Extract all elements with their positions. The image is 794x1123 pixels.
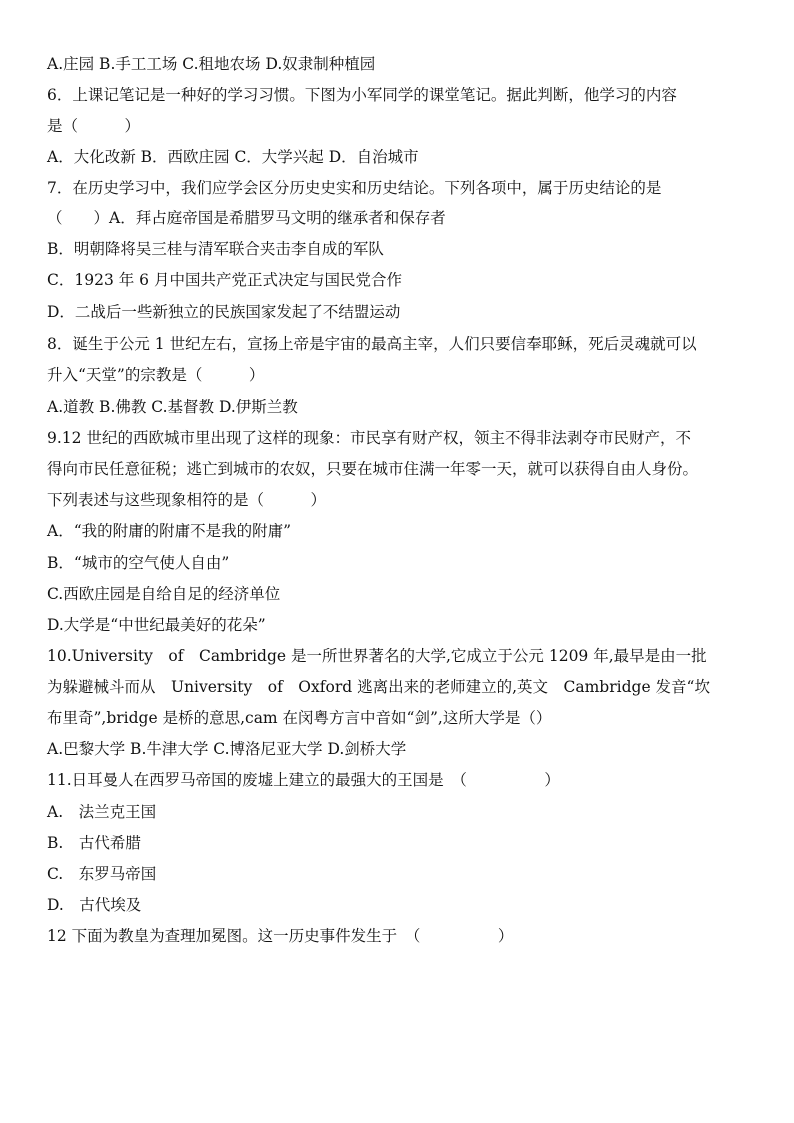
q9-stem-line2: 得向市民任意征税；逃亡到城市的农奴，只要在城市住满一年零一天，就可以获得自由人身份。 bbox=[47, 460, 699, 478]
q6-options: A．大化改新 B．西欧庄园 C．大学兴起 D．自治城市 bbox=[47, 148, 419, 166]
q5-options: A.庄园 B.手工工场 C.租地农场 D.奴隶制种植园 bbox=[47, 55, 376, 73]
q8-stem-line1: 8．诞生于公元 1 世纪左右，宣扬上帝是宇宙的最高主宰，人们只要信奉耶稣，死后灵魂就可以 bbox=[47, 335, 697, 353]
q8-stem-line2: 升入“天堂”的宗教是（ ） bbox=[47, 366, 265, 384]
q9-option-c: C.西欧庄园是自给自足的经济单位 bbox=[47, 585, 281, 603]
q7-option-b: B．明朝降将吴三桂与清军联合夹击李自成的军队 bbox=[47, 240, 384, 258]
q11-stem: 11.日耳曼人在西罗马帝国的废墟上建立的最强大的王国是 （ ） bbox=[47, 771, 560, 789]
q6-stem-line2: 是（ ） bbox=[47, 117, 141, 135]
q6-stem-line1: 6．上课记笔记是一种好的学习习惯。下图为小军同学的课堂笔记。据此判断，他学习的内容 bbox=[47, 86, 677, 104]
q7-stem-line1: 7．在历史学习中，我们应学会区分历史史实和历史结论。下列各项中，属于历史结论的是 bbox=[47, 179, 662, 197]
q9-option-d: D.大学是“中世纪最美好的花朵” bbox=[47, 616, 266, 634]
q10-stem-line2: 为躲避械斗而从 University of Oxford 逃离出来的老师建立的,英文 Cambridge 发音“坎 bbox=[47, 678, 710, 696]
q10-options: A.巴黎大学 B.牛津大学 C.博洛尼亚大学 D.剑桥大学 bbox=[47, 740, 407, 758]
q9-stem-line3: 下列表述与这些现象相符的是（ ） bbox=[47, 491, 327, 509]
q10-stem-line1: 10.University of Cambridge 是一所世界著名的大学,它成立于公元 1209 年,最早是由一批 bbox=[47, 647, 707, 665]
q11-option-d: D. 古代埃及 bbox=[47, 896, 142, 914]
q11-option-a: A. 法兰克王国 bbox=[47, 803, 157, 821]
q9-stem-line1: 9.12 世纪的西欧城市里出现了这样的现象：市民享有财产权，领主不得非法剥夺市民财产，不 bbox=[47, 429, 691, 447]
q11-option-c: C. 东罗马帝国 bbox=[47, 865, 157, 883]
q9-option-a: A．“我的附庸的附庸不是我的附庸” bbox=[47, 522, 292, 540]
q8-options: A.道教 B.佛教 C.基督教 D.伊斯兰教 bbox=[47, 398, 298, 416]
q9-option-b: B．“城市的空气使人自由” bbox=[47, 554, 230, 572]
q12-stem: 12 下面为教皇为查理加冕图。这一历史事件发生于 （ ） bbox=[47, 927, 514, 945]
q11-option-b: B. 古代希腊 bbox=[47, 834, 141, 852]
q7-option-a: （ ）A．拜占庭帝国是希腊罗马文明的继承者和保存者 bbox=[47, 209, 446, 227]
q10-stem-line3: 布里奇”,bridge 是桥的意思,cam 在闵粤方言中音如“剑”,这所大学是（） bbox=[47, 709, 552, 727]
q7-option-c: C．1923 年 6 月中国共产党正式决定与国民党合作 bbox=[47, 271, 402, 289]
q7-option-d: D．二战后一些新独立的民族国家发起了不结盟运动 bbox=[47, 303, 401, 321]
